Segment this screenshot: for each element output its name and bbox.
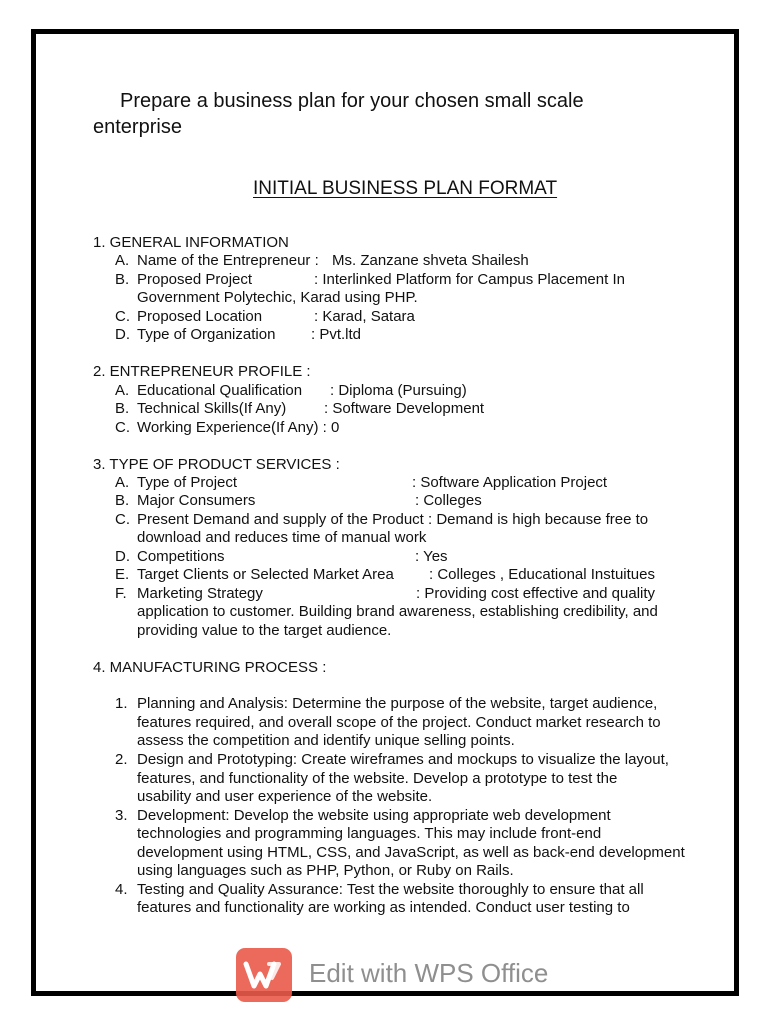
wps-logo-icon[interactable]	[236, 948, 292, 1002]
list-marker: C.	[115, 308, 130, 325]
section-heading: 2. ENTREPRENEUR PROFILE :	[93, 363, 311, 380]
list-marker: D.	[115, 548, 130, 565]
field-value: : Diploma (Pursuing)	[330, 382, 467, 399]
list-marker: E.	[115, 566, 130, 583]
list-marker: C.	[115, 511, 130, 528]
list-item-text: usability and user experience of the website.	[137, 788, 433, 805]
list-item-text: development using HTML, CSS, and JavaScript, as well as back-end development	[137, 844, 685, 861]
list-marker: B.	[115, 400, 130, 417]
list-marker: 2.	[115, 751, 128, 768]
list-item-text: Development: Develop the website using appropriate web development	[137, 807, 611, 824]
field-text: Present Demand and supply of the Product : Demand is high because free to	[137, 511, 649, 528]
field-value: : Karad, Satara	[314, 308, 415, 325]
list-marker: 1.	[115, 695, 128, 712]
field-value: : Yes	[415, 548, 448, 565]
list-item-text: Design and Prototyping: Create wireframes and mockups to visualize the layout,	[137, 751, 669, 768]
page-title: INITIAL BUSINESS PLAN FORMAT	[253, 178, 558, 199]
list-marker: A.	[115, 382, 130, 399]
list-item-text: assess the competition and identify unique selling points.	[137, 732, 515, 749]
field-label: Type of Organization	[137, 326, 276, 343]
field-value-cont: providing value to the target audience.	[137, 622, 392, 639]
intro-line-2: enterprise	[93, 116, 182, 138]
list-marker: D.	[115, 326, 130, 343]
field-text: Working Experience(If Any) : 0	[137, 419, 340, 436]
list-marker: A.	[115, 474, 130, 491]
field-label: Major Consumers	[137, 492, 256, 509]
list-marker: F.	[115, 585, 127, 602]
intro-line-1: Prepare a business plan for your chosen small scale	[120, 90, 584, 112]
field-value: Ms. Zanzane shveta Shailesh	[332, 252, 529, 269]
field-value: : Providing cost effective and quality	[416, 585, 656, 602]
list-item-text: using languages such as PHP, Python, or Ruby on Rails.	[137, 862, 514, 879]
list-marker: B.	[115, 271, 130, 288]
field-label: Competitions	[137, 548, 225, 565]
list-marker: 4.	[115, 881, 128, 898]
field-label: Educational Qualification	[137, 382, 303, 399]
field-label: Marketing Strategy	[137, 585, 263, 602]
section-heading: 4. MANUFACTURING PROCESS :	[93, 659, 327, 676]
list-marker: C.	[115, 419, 130, 436]
field-value: : Pvt.ltd	[311, 326, 362, 343]
field-value-cont: download and reduces time of manual work	[137, 529, 427, 546]
list-item-text: technologies and programming languages. This may include front-end	[137, 825, 602, 842]
section-heading: 1. GENERAL INFORMATION	[93, 234, 289, 251]
section-heading: 3. TYPE OF PRODUCT SERVICES :	[93, 456, 340, 473]
field-label: Type of Project	[137, 474, 238, 491]
field-label: Proposed Project	[137, 271, 253, 288]
field-value: : Colleges	[415, 492, 482, 509]
field-value: : Colleges , Educational Instuitues	[429, 566, 655, 583]
watermark-link[interactable]: Edit with WPS Office	[309, 958, 549, 988]
list-item-text: features, and functionality of the website. Develop a prototype to test the	[137, 770, 618, 787]
list-marker: B.	[115, 492, 130, 509]
list-item-text: Testing and Quality Assurance: Test the website thoroughly to ensure that all	[137, 881, 644, 898]
field-label: Name of the Entrepreneur :	[137, 252, 319, 269]
field-label: Proposed Location	[137, 308, 263, 325]
list-marker: A.	[115, 252, 130, 269]
field-value: : Software Development	[324, 400, 485, 417]
field-value-cont: application to customer. Building brand awareness, establishing credibility, and	[137, 603, 658, 620]
list-item-text: Planning and Analysis: Determine the purpose of the website, target audience,	[137, 695, 658, 712]
field-value: : Software Application Project	[412, 474, 608, 491]
list-marker: 3.	[115, 807, 128, 824]
field-label: Technical Skills(If Any)	[137, 400, 287, 417]
field-label: Target Clients or Selected Market Area	[137, 566, 394, 583]
field-value-cont: Government Polytechic, Karad using PHP.	[137, 289, 418, 306]
list-item-text: features required, and overall scope of the project. Conduct market research to	[137, 714, 661, 731]
list-item-text: features and functionality are working as intended. Conduct user testing to	[137, 899, 630, 916]
field-value: : Interlinked Platform for Campus Placement In	[314, 271, 625, 288]
